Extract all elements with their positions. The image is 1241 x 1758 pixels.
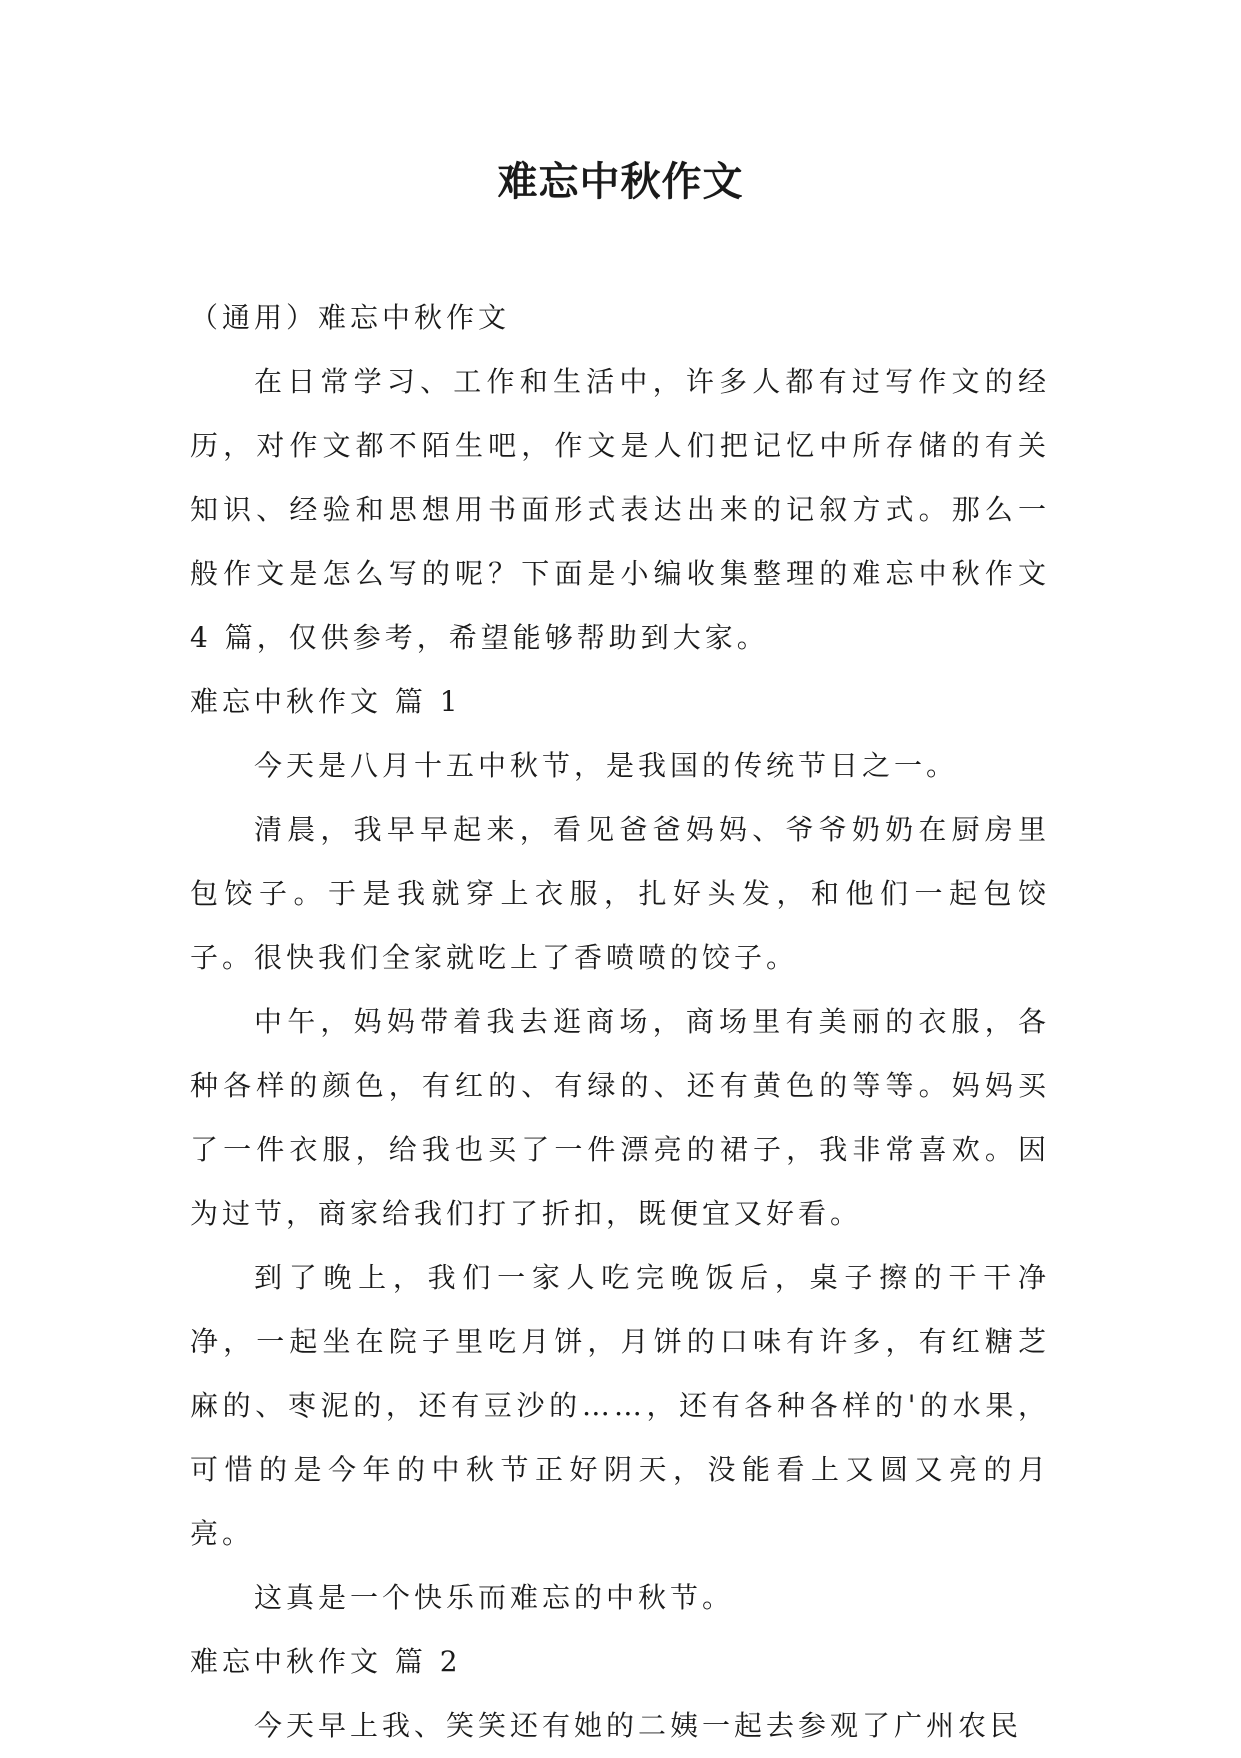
- body-paragraph: 清晨，我早早起来，看见爸爸妈妈、爷爷奶奶在厨房里包饺子。于是我就穿上衣服，扎好头发，和他们一起包饺子。很快我们全家就吃上了香喷喷的饺子。: [190, 813, 1050, 974]
- section-heading-2: 难忘中秋作文 篇 2: [190, 1645, 462, 1678]
- section-heading-1: 难忘中秋作文 篇 1: [190, 685, 462, 718]
- document-title: 难忘中秋作文: [497, 159, 744, 205]
- body-paragraph: 中午，妈妈带着我去逛商场，商场里有美丽的衣服，各种各样的颜色，有红的、有绿的、还有黄色的等等。妈妈买了一件衣服，给我也买了一件漂亮的裙子，我非常喜欢。因为过节，商家给我们打了折扣，既便宜又好看。: [190, 1005, 1050, 1230]
- body-paragraph: 今天早上我、笑笑还有她的二姨一起去参观了广州农民: [254, 1709, 1023, 1742]
- subtitle-line: （通用）难忘中秋作文: [190, 301, 511, 334]
- intro-paragraph: 在日常学习、工作和生活中，许多人都有过写作文的经历，对作文都不陌生吧，作文是人们把记忆中所存储的有关知识、经验和思想用书面形式表达出来的记叙方式。那么一般作文是怎么写的呢？下面是小编收集整理的难忘中秋作文 4 篇，仅供参考，希望能够帮助到大家。: [190, 365, 1050, 654]
- body-paragraph: 今天是八月十五中秋节，是我国的传统节日之一。: [254, 749, 959, 782]
- body-paragraph: 到了晚上，我们一家人吃完晚饭后，桌子擦的干干净净，一起坐在院子里吃月饼，月饼的口味有许多，有红糖芝麻的、枣泥的，还有豆沙的……，还有各种各样的'的水果，可惜的是今年的中秋节正好阴天，没能看上又圆又亮的月亮。: [190, 1261, 1050, 1550]
- document-body: [190, 286, 1050, 1758]
- body-paragraph: 这真是一个快乐而难忘的中秋节。: [254, 1581, 735, 1614]
